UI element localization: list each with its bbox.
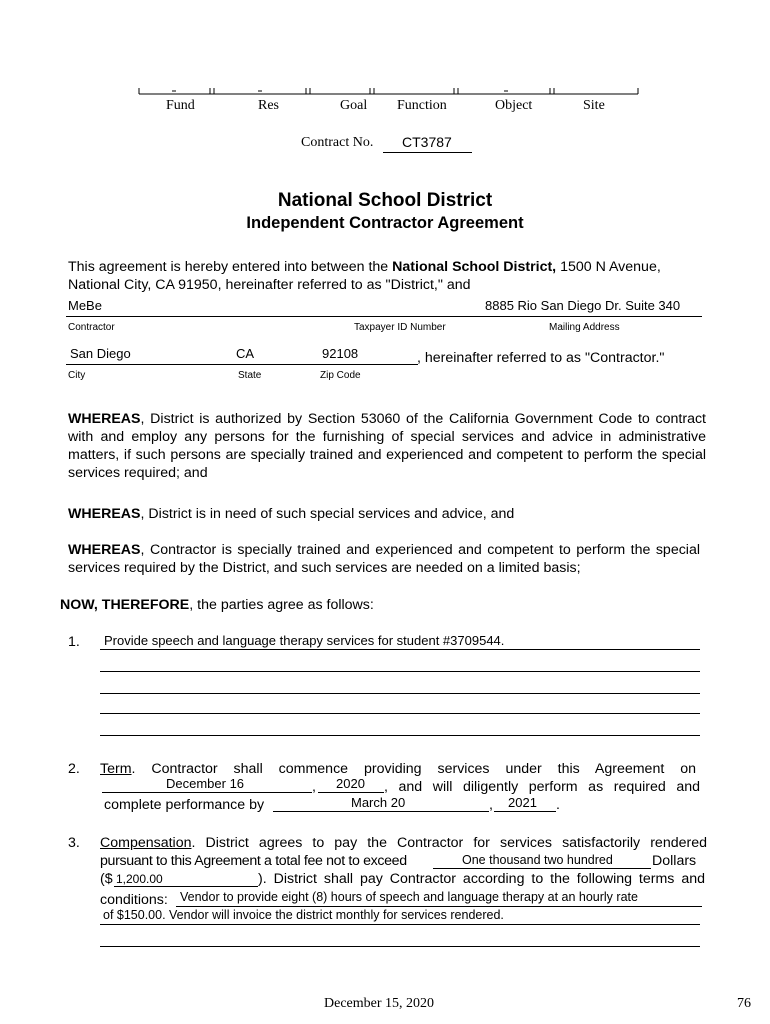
whereas-2-text: , District is in need of such special services and advice, and xyxy=(140,506,515,522)
account-code-brackets xyxy=(138,82,640,99)
intro-text: This agreement is hereby entered into between the xyxy=(68,259,393,275)
intro-district-name: National School District, xyxy=(392,259,557,275)
conditions-underline-2 xyxy=(100,924,700,925)
intro-line-2: National City, CA 91950, hereinafter referred to as "District," and xyxy=(68,277,471,293)
conditions-text-line-2[interactable]: of $150.00. Vendor will invoice the district monthly for services rendered. xyxy=(103,908,504,922)
city-row-underline xyxy=(66,364,418,365)
zip-value[interactable]: 92108 xyxy=(322,346,359,361)
item-1-line-5 xyxy=(100,735,700,736)
account-label-site: Site xyxy=(583,98,605,113)
compensation-line-2-prefix: pursuant to this Agreement a total fee not to exceed xyxy=(100,853,407,869)
item-1-number: 1. xyxy=(68,634,80,650)
intro-line-1 xyxy=(68,258,661,276)
conditions-text-line-1[interactable]: Vendor to provide eight (8) hours of speech and language therapy at an hourly rate xyxy=(180,890,638,904)
term-end-date-underline xyxy=(273,811,489,812)
item-1-description[interactable]: Provide speech and language therapy services for student #3709544. xyxy=(104,633,505,648)
item-1-line-1 xyxy=(100,649,700,650)
contract-number-value[interactable]: CT3787 xyxy=(402,134,452,150)
term-start-date-underline xyxy=(102,792,312,793)
whereas-3-text: , Contractor is specially trained and experienced and competent to perform the special services required by the District, and such services are needed on a limited basis; xyxy=(68,542,700,576)
item-1-line-3 xyxy=(100,693,700,694)
contractor-name-value[interactable]: MeBe xyxy=(68,298,102,313)
term-comma-1: , xyxy=(312,779,316,795)
compensation-line-3-text: ). District shall pay Contractor according to the following terms and xyxy=(258,871,705,887)
term-line-1-text: . Contractor shall commence providing services under this Agreement on xyxy=(131,761,696,777)
term-end-year[interactable]: 2021 xyxy=(508,795,537,810)
label-contractor: Contractor xyxy=(68,322,115,333)
label-city: City xyxy=(68,370,86,381)
label-taxpayer-id: Taxpayer ID Number xyxy=(354,322,446,333)
mailing-address-value[interactable]: 8885 Rio San Diego Dr. Suite 340 xyxy=(485,298,681,313)
compensation-line-1-text: . District agrees to pay the Contractor for services satisfactorily rendered xyxy=(191,835,707,851)
whereas-1-text: , District is authorized by Section 53060 of the California Government Code to contract with and employ any persons for the furnishing of special services and advice in administrative matters, if such persons are specially trained and experienced and competent to perform the special services required; and xyxy=(68,411,706,481)
label-mailing-address: Mailing Address xyxy=(549,322,620,333)
term-start-year[interactable]: 2020 xyxy=(336,776,365,791)
account-code-bracket-graphic xyxy=(138,82,640,96)
whereas-clause-2 xyxy=(68,505,514,523)
term-line-2-text: , and will diligently perform as required and xyxy=(384,779,700,795)
conditions-label: conditions: xyxy=(100,892,168,908)
whereas-clause-1 xyxy=(68,410,706,482)
state-value[interactable]: CA xyxy=(236,346,255,361)
document-title: National School District xyxy=(277,190,493,211)
fee-amount-underline xyxy=(114,886,258,887)
term-end-date[interactable]: March 20 xyxy=(351,795,406,810)
compensation-heading: Compensation xyxy=(100,835,192,851)
account-label-fund: Fund xyxy=(166,98,195,113)
footer-page-number: 76 xyxy=(737,996,751,1011)
whereas-3-keyword: WHEREAS xyxy=(68,542,141,558)
contract-number-label: Contract No. xyxy=(301,135,374,150)
contract-number-underline xyxy=(383,152,472,153)
contractor-row-underline xyxy=(66,316,702,317)
dollar-open: ($ xyxy=(100,871,113,887)
dollars-label: Dollars xyxy=(652,853,697,869)
item-3-line-1 xyxy=(100,834,707,852)
item-2-number: 2. xyxy=(68,761,80,777)
item-3-number: 3. xyxy=(68,835,80,851)
term-period: . xyxy=(556,797,560,813)
conditions-underline-3 xyxy=(100,946,700,947)
term-line-3-prefix: complete performance by xyxy=(104,797,265,813)
whereas-1-keyword: WHEREAS xyxy=(68,411,141,427)
term-comma-2: , xyxy=(489,797,493,813)
account-label-function: Function xyxy=(397,98,447,113)
whereas-2-keyword: WHEREAS xyxy=(68,506,141,522)
term-heading: Term xyxy=(100,761,132,777)
city-value[interactable]: San Diego xyxy=(70,346,131,361)
whereas-clause-3 xyxy=(68,541,700,577)
contractor-reference-text: , hereinafter referred to as "Contractor." xyxy=(417,350,665,366)
fee-words-underline xyxy=(433,868,651,869)
intro-address: 1500 N Avenue, xyxy=(556,259,661,275)
fee-amount-words[interactable]: One thousand two hundred xyxy=(462,853,613,867)
now-therefore-keyword: NOW, THEREFORE xyxy=(60,597,190,613)
term-start-year-underline xyxy=(318,792,384,793)
term-end-year-underline xyxy=(494,811,556,812)
account-label-res: Res xyxy=(258,98,279,113)
term-start-date[interactable]: December 16 xyxy=(166,776,245,791)
document-subtitle: Independent Contractor Agreement xyxy=(246,214,524,232)
account-label-object: Object xyxy=(495,98,533,113)
conditions-underline-1 xyxy=(176,906,702,907)
now-therefore-text: , the parties agree as follows: xyxy=(189,597,374,613)
now-therefore-clause xyxy=(60,596,374,614)
account-label-goal: Goal xyxy=(340,98,368,113)
footer-date: December 15, 2020 xyxy=(324,996,435,1011)
item-1-line-2 xyxy=(100,671,700,672)
label-state: State xyxy=(238,370,262,381)
label-zip-code: Zip Code xyxy=(320,370,361,381)
fee-amount-numeric[interactable]: 1,200.00 xyxy=(116,872,163,886)
item-1-line-4 xyxy=(100,713,700,714)
